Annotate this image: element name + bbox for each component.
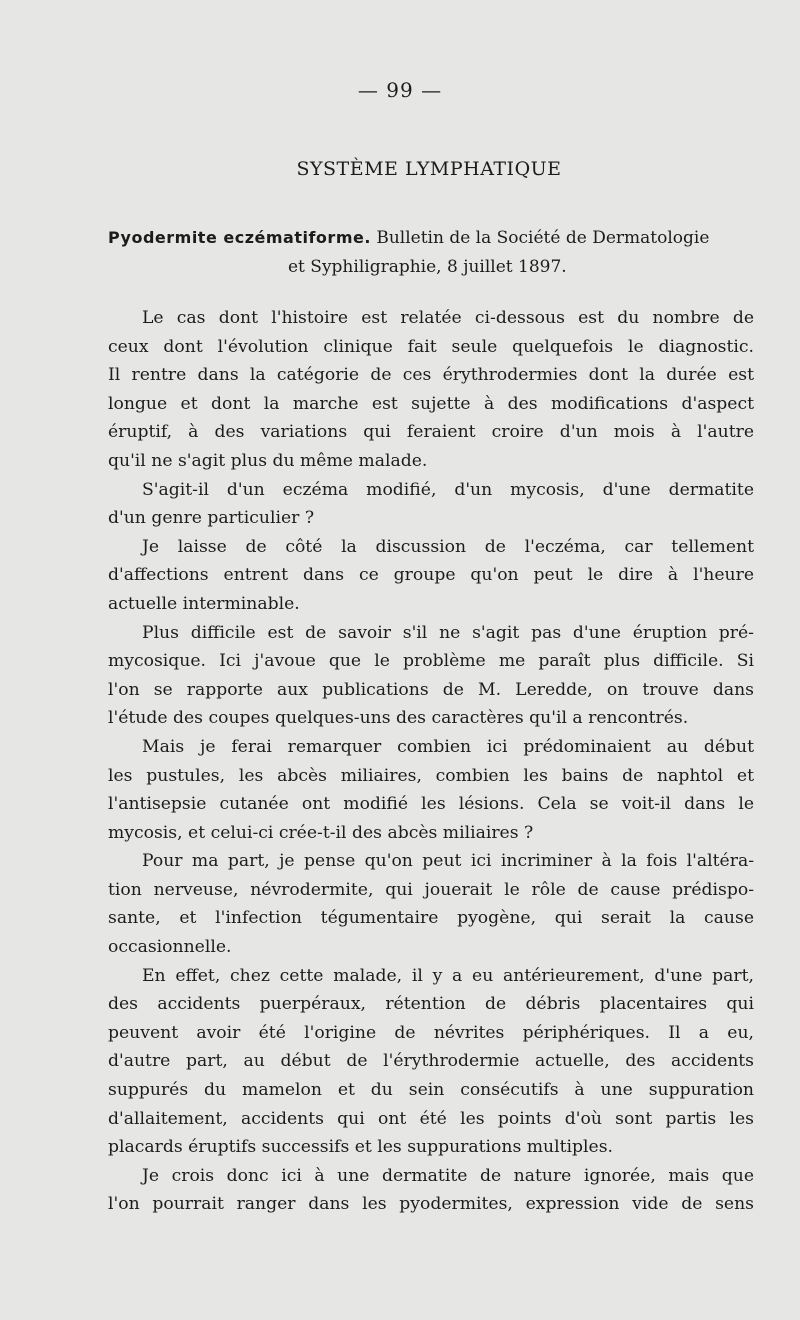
text-line: longue et dont la marche est sujette à des modifications d'aspect [108,393,754,414]
paragraph [108,304,754,476]
text-line: l'antisepsie cutanée ont modifié les lésions. Cela se voit-il dans le [108,794,754,815]
text-line: peuvent avoir été l'origine de névrites périphériques. Il a eu, [108,1022,754,1043]
citation-source: Bulletin de la Société de Dermatologie [376,228,710,248]
paragraph [108,962,754,1162]
text-line: qu'il ne s'agit plus du même malade. [108,450,428,471]
page-number: — 99 — [357,78,443,102]
citation-line-1 [108,223,758,253]
text-line: tion nerveuse, névrodermite, qui jouerait le rôle de cause prédispo- [108,879,754,900]
text-line: Je crois donc ici à une dermatite de nature ignorée, mais que [142,1165,754,1186]
paragraph [108,733,754,847]
citation [108,223,758,282]
citation-line-2: et Syphiligraphie, 8 juillet 1897. [288,257,567,277]
text-line: Je laisse de côté la discussion de l'eczéma, car tellement [142,536,754,557]
text-line: ceux dont l'évolution clinique fait seule quelquefois le diagnostic. [108,336,754,357]
text-line: d'autre part, au début de l'érythrodermie actuelle, des accidents [108,1051,754,1072]
text-line: Mais je ferai remarquer combien ici prédominaient au début [142,736,754,757]
text-line: d'un genre particulier ? [108,508,315,529]
body-text [108,304,754,1219]
text-line: En effet, chez cette malade, il y a eu antérieurement, d'une part, [142,965,754,986]
text-line: Pour ma part, je pense qu'on peut ici incriminer à la fois l'altéra- [142,851,754,872]
text-line: mycosique. Ici j'avoue que le problème me paraît plus difficile. Si [108,651,754,672]
text-line: Il rentre dans la catégorie de ces érythrodermies dont la durée est [108,365,754,386]
paragraph [108,476,754,533]
text-line: placards éruptifs successifs et les suppurations multiples. [108,1137,613,1158]
paragraph [108,533,754,619]
paragraph [108,1162,754,1219]
text-line: des accidents puerpéraux, rétention de débris placentaires qui [108,994,754,1015]
section-heading: SYSTÈME LYMPHATIQUE [296,158,562,180]
text-line: d'affections entrent dans ce groupe qu'on peut le dire à l'heure [108,565,754,586]
text-line: l'on se rapporte aux publications de M. Leredde, on trouve dans [108,679,754,700]
text-line: l'étude des coupes quelques-uns des caractères qu'il a rencontrés. [108,708,689,729]
citation-title: Pyodermite eczématiforme. [108,228,371,247]
paragraph [108,619,754,733]
text-line: mycosis, et celui-ci crée-t-il des abcès miliaires ? [108,822,534,843]
text-line: les pustules, les abcès miliaires, combien les bains de naphtol et [108,765,754,786]
text-line: d'allaitement, accidents qui ont été les points d'où sont partis les [108,1108,754,1129]
text-line: l'on pourrait ranger dans les pyodermites, expression vide de sens [108,1194,754,1215]
text-line: éruptif, à des variations qui feraient croire d'un mois à l'autre [108,422,754,443]
text-line: occasionnelle. [108,937,232,958]
text-line: sante, et l'infection tégumentaire pyogène, qui serait la cause [108,908,754,929]
text-line: suppurés du mamelon et du sein consécutifs à une suppuration [108,1080,754,1101]
text-line: actuelle interminable. [108,593,300,614]
text-line: Le cas dont l'histoire est relatée ci-dessous est du nombre de [142,308,754,328]
paragraph [108,847,754,961]
text-line: S'agit-il d'un eczéma modifié, d'un mycosis, d'une dermatite [142,479,754,500]
text-line: Plus difficile est de savoir s'il ne s'agit pas d'une éruption pré- [142,622,754,643]
